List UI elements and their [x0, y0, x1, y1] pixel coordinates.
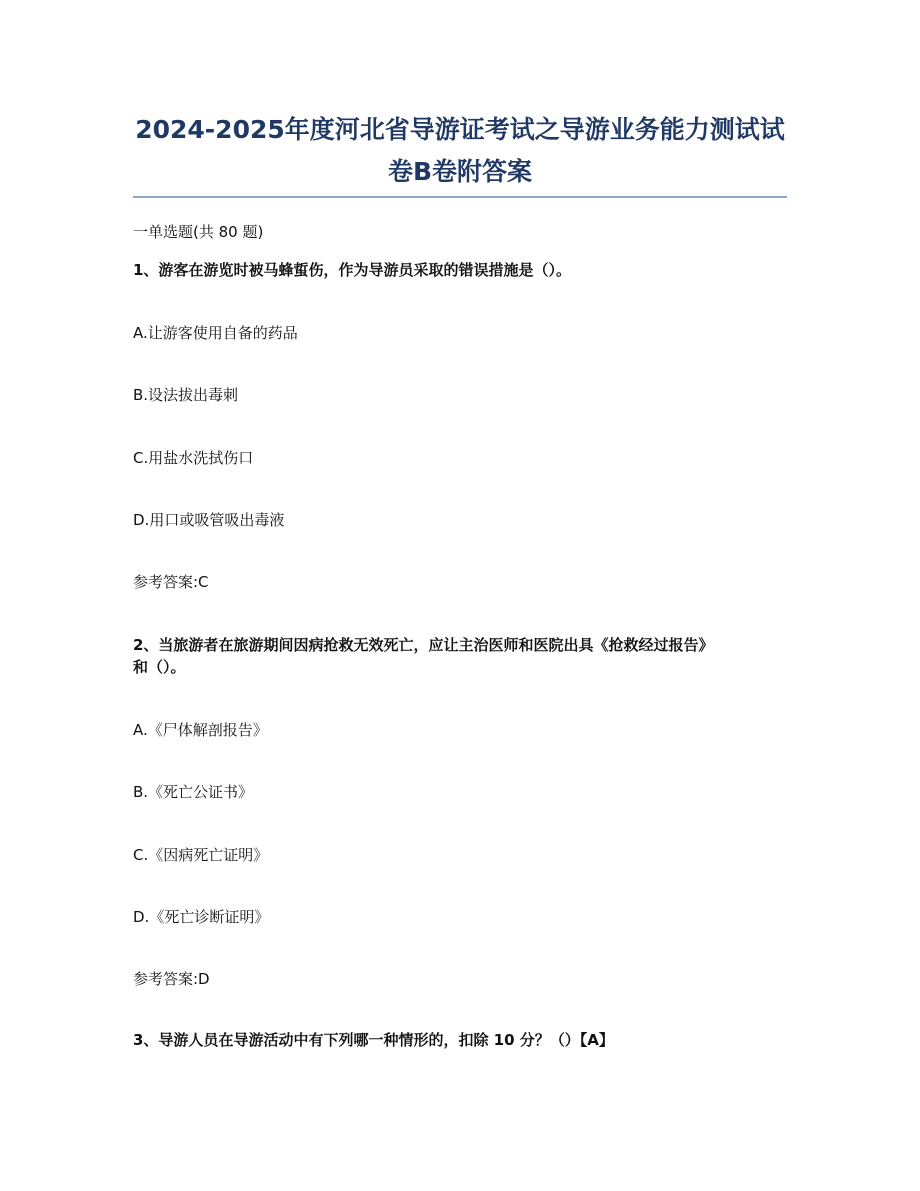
question-2-option-c: C.《因病死亡证明》	[133, 846, 269, 864]
document-title-line2: 卷B卷附答案	[387, 157, 533, 186]
question-2-option-a: A.《尸体解剖报告》	[133, 721, 268, 739]
question-1-stem: 1、游客在游览时被马蜂蜇伤，作为导游员采取的错误措施是（）。	[133, 261, 571, 279]
question-2-stem-cont: 和（）。	[133, 658, 186, 676]
question-2-stem: 2、当旅游者在旅游期间因病抢救无效死亡，应让主治医师和医院出具《抢救经过报告》	[133, 636, 714, 654]
title-divider	[133, 196, 787, 198]
question-1-option-c: C.用盐水洗拭伤口	[133, 449, 254, 467]
question-1-option-d: D.用口或吸管吸出毒液	[133, 511, 285, 529]
question-2-answer: 参考答案:D	[133, 970, 210, 988]
section-heading: 一单选题(共 80 题)	[133, 223, 264, 241]
question-1-answer: 参考答案:C	[133, 573, 209, 591]
question-2-option-b: B.《死亡公证书》	[133, 783, 254, 801]
question-2-option-d: D.《死亡诊断证明》	[133, 908, 270, 926]
document-title-line1: 2024-2025年度河北省导游证考试之导游业务能力测试试	[135, 115, 785, 144]
question-1-option-a: A.让游客使用自备的药品	[133, 324, 298, 342]
question-3-stem: 3、导游人员在导游活动中有下列哪一种情形的，扣除 10 分？（）【A】	[133, 1031, 614, 1049]
question-1-option-b: B.设法拔出毒刺	[133, 386, 239, 404]
